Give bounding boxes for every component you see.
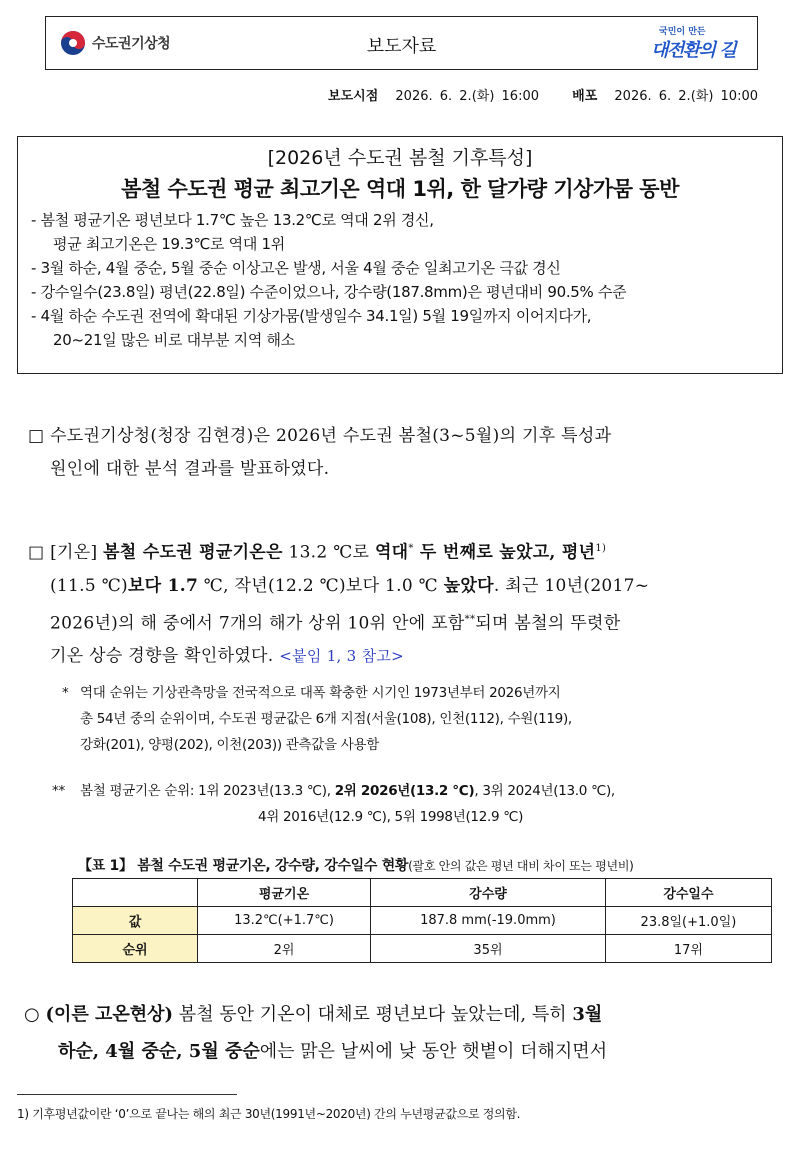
table-header: 강수일수 xyxy=(605,879,771,907)
text: 기온 상승 경향을 확인하였다. xyxy=(50,646,280,667)
intro-paragraph xyxy=(28,420,778,486)
table-header: 강수량 xyxy=(371,879,606,907)
summary-bullet: - 봄철 평균기온 평년보다 1.7℃ 높은 13.2℃로 역대 2위 경신, xyxy=(31,211,434,229)
table-cell: 35위 xyxy=(371,935,606,963)
release-info xyxy=(328,85,758,104)
summary-bullets xyxy=(31,208,626,352)
stats-table xyxy=(72,878,772,963)
table-corner-cell xyxy=(73,879,198,907)
summary-bullet: - 4월 하순 수도권 전역에 확대된 기상가뭄(발생일수 34.1일) 5월 19일까지 이어지다가, xyxy=(31,307,592,325)
text: , 3위 2024년(13.0 ℃), xyxy=(474,783,615,799)
text: (11.5 ℃) xyxy=(50,575,128,596)
note-rank-list xyxy=(52,778,782,830)
table-cell: 2위 xyxy=(198,935,371,963)
table-cell: 13.2℃(+1.7℃) xyxy=(198,907,371,935)
distribution-label: 배포 xyxy=(572,89,598,104)
summary-subtitle: [2026년 수도권 봄철 기후특성] xyxy=(267,147,533,169)
text: 봄철 평균기온 순위: 1위 2023년(13.3 ℃), xyxy=(80,783,335,799)
note-line: 역대 순위는 기상관측망을 전국적으로 대폭 확충한 시기인 1973년부터 2026년까지 xyxy=(80,685,561,701)
bold-text: 두 번째로 높았고, 평년 xyxy=(413,542,596,563)
summary-headline: 봄철 수도권 평균 최고기온 역대 1위, 한 달가량 기상가뭄 동반 xyxy=(121,177,679,201)
footnote-marker: * xyxy=(408,543,414,554)
text: 되며 봄철의 뚜렷한 xyxy=(475,613,621,634)
early-heat-paragraph xyxy=(24,996,779,1070)
text: ℃, 작년(12.2 ℃)보다 1.0 ℃ xyxy=(198,575,444,596)
text: 13.2 ℃로 xyxy=(282,542,375,563)
row-header: 값 xyxy=(73,907,198,935)
note-ranking xyxy=(62,680,782,758)
press-header xyxy=(45,16,758,70)
text: 2026년)의 해 중에서 7개의 해가 상위 10위 안에 포함 xyxy=(50,613,465,634)
embargo-label: 보도시점 xyxy=(328,89,379,104)
row-header: 순위 xyxy=(73,935,198,963)
footnote: 1) 기후평년값이란 ‘0’으로 끝나는 해의 최근 30년(1991년~2020년) 간의 누년평균값으로 정의함. xyxy=(17,1107,521,1121)
note-marker: * xyxy=(62,685,69,701)
slogan-small-text: 국민이 만든 xyxy=(659,27,706,37)
note-marker: ** xyxy=(52,783,65,799)
slogan-logo xyxy=(651,24,743,64)
agency-name: 수도권기상청 xyxy=(92,36,171,52)
table-header: 평균기온 xyxy=(198,879,371,907)
note-line: 강화(201), 양평(202), 이천(203)) 관측값을 사용함 xyxy=(80,737,379,753)
bold-text: (이른 고온현상) xyxy=(45,1004,174,1025)
bold-text: 높았다 xyxy=(443,575,494,596)
footnote-divider xyxy=(17,1094,237,1095)
doc-type-title: 보도자료 xyxy=(366,36,437,57)
summary-bullet-continued: 평균 최고기온은 19.3℃로 역대 1위 xyxy=(53,235,285,253)
table-cell: 187.8 mm(-19.0mm) xyxy=(371,907,606,935)
table-row xyxy=(73,935,772,963)
table-caption-title: 【표 1】 봄철 수도권 평균기온, 강수량, 강수일수 현황 xyxy=(78,858,409,874)
note-line: 4위 2016년(12.9 ℃), 5위 1998년(12.9 ℃) xyxy=(258,809,524,825)
bold-text: 봄철 수도권 평균기온은 xyxy=(103,542,283,563)
temperature-paragraph xyxy=(28,532,778,673)
bold-text: 역대 xyxy=(374,542,409,563)
distribution-time: 2026. 6. 2.(화) 10:00 xyxy=(614,89,758,104)
bold-text: 3월 xyxy=(572,1004,603,1025)
note-line: 총 54년 중의 순위이며, 수도권 평균값은 6개 지점(서울(108), 인천(112), 수원(119), xyxy=(80,711,572,727)
embargo-time: 2026. 6. 2.(화) 16:00 xyxy=(395,89,539,104)
table-header-row xyxy=(73,879,772,907)
bold-text: 보다 1.7 xyxy=(127,575,199,596)
summary-bullet-continued: 20~21일 많은 비로 대부분 지역 해소 xyxy=(53,331,295,349)
slogan-big-text: 대전환의 길 xyxy=(651,40,736,61)
text: 에는 맑은 날씨에 낮 동안 햇볕이 더해지면서 xyxy=(259,1041,608,1062)
summary-box xyxy=(17,136,783,374)
text: 봄철 동안 기온이 대체로 평년보다 높았는데, 특히 xyxy=(173,1004,573,1025)
text: . 최근 10년(2017~ xyxy=(493,575,650,596)
table-cell: 17위 xyxy=(605,935,771,963)
table-row xyxy=(73,907,772,935)
table-cell: 23.8일(+1.0일) xyxy=(605,907,771,935)
footnote-marker: ** xyxy=(464,613,476,625)
footnote-ref[interactable]: 1) xyxy=(595,543,607,554)
appendix-reference[interactable]: <붙임 1, 3 참고> xyxy=(279,647,405,666)
bold-text: 하순, 4월 중순, 5월 중순 xyxy=(58,1041,260,1062)
summary-bullet: - 3월 하순, 4월 중순, 5월 중순 이상고온 발생, 서울 4월 중순 일최고기온 극값 경신 xyxy=(31,259,561,277)
intro-line: □ 수도권기상청(청장 김현경)은 2026년 수도권 봄철(3~5월)의 기후 특성과 xyxy=(28,426,612,446)
table-caption-note: (괄호 안의 값은 평년 대비 차이 또는 평년비) xyxy=(408,859,634,873)
intro-line: 원인에 대한 분석 결과를 발표하였다. xyxy=(50,459,330,479)
bold-text: 2위 2026년(13.2 ℃) xyxy=(334,783,475,799)
circle-bullet: ○ xyxy=(24,1004,46,1025)
table-caption xyxy=(78,855,634,875)
summary-bullet: - 강수일수(23.8일) 평년(22.8일) 수준이었으나, 강수량(187.8mm)은 평년대비 90.5% 수준 xyxy=(31,283,627,301)
section-label: □ [기온] xyxy=(28,542,104,563)
